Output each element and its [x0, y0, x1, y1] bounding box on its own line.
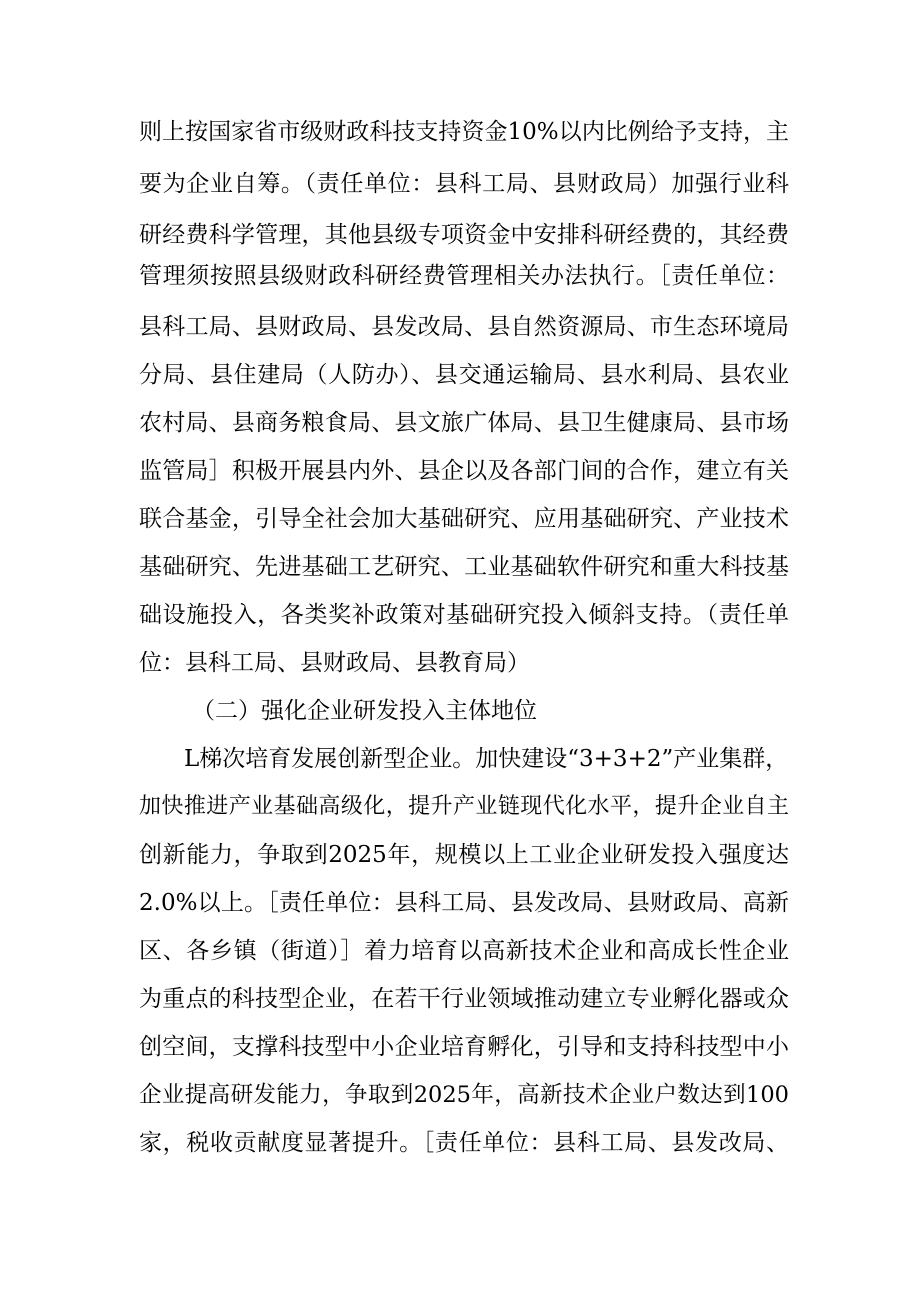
body-text-line: 联合基金，引导全社会加大基础研究、应用基础研究、产业技术 [139, 506, 789, 532]
body-text-line: 加快推进产业基础高级化，提升产业链现代化水平，提升企业自主 [139, 794, 789, 819]
body-text-line: 为重点的科技型企业，在若干行业领域推动建立专业孵化器或众 [139, 986, 789, 1012]
body-text-line: 监管局］积极开展县内外、县企以及各部门间的合作，建立有关 [139, 458, 789, 484]
body-text-line: 企业提高研发能力，争取到2025年，高新技术企业户数达到100 [139, 1082, 789, 1108]
body-text-line: 创新能力，争取到2025年，规模以上工业企业研发投入强度达 [139, 842, 789, 868]
paragraph-first-line: L梯次培育发展创新型企业。加快建设“3+3+2”产业集群， [184, 746, 789, 772]
body-text-line: 管理须按照县级财政科研经费管理相关办法执行。［责任单位： [139, 263, 789, 289]
body-text-line: 础设施投入，各类奖补政策对基础研究投入倾斜支持。（责任单 [139, 602, 789, 628]
body-text-line: 2.0%以上。［责任单位：县科工局、县发改局、县财政局、高新 [139, 890, 789, 916]
body-text-line: 家，税收贡献度显著提升。［责任单位：县科工局、县发改局、 [139, 1130, 789, 1156]
body-text-line: 创空间，支撑科技型中小企业培育孵化，引导和支持科技型中小 [139, 1034, 789, 1060]
body-text-line: 则上按国家省市级财政科技支持资金10%以内比例给予支持，主 [139, 119, 789, 145]
body-text-line: 要为企业自筹。（责任单位：县科工局、县财政局）加强行业科 [139, 171, 789, 197]
section-heading: （二）强化企业研发投入主体地位 [192, 698, 537, 724]
body-text-line: 县科工局、县财政局、县发改局、县自然资源局、市生态环境局 [139, 314, 789, 340]
body-text-line: 研经费科学管理，其他县级专项资金中安排科研经费的，其经费 [139, 222, 789, 248]
body-text-line: 位：县科工局、县财政局、县教育局） [139, 650, 530, 676]
body-text-line: 分局、县住建局（人防办）、县交通运输局、县水利局、县农业 [139, 362, 789, 388]
body-text-line: 农村局、县商务粮食局、县文旅广体局、县卫生健康局、县市场 [139, 410, 789, 436]
body-text-line: 基础研究、先进基础工艺研究、工业基础软件研究和重大科技基 [139, 554, 789, 580]
body-text-line: 区、各乡镇（街道）］着力培育以高新技术企业和高成长性企业 [139, 938, 789, 964]
